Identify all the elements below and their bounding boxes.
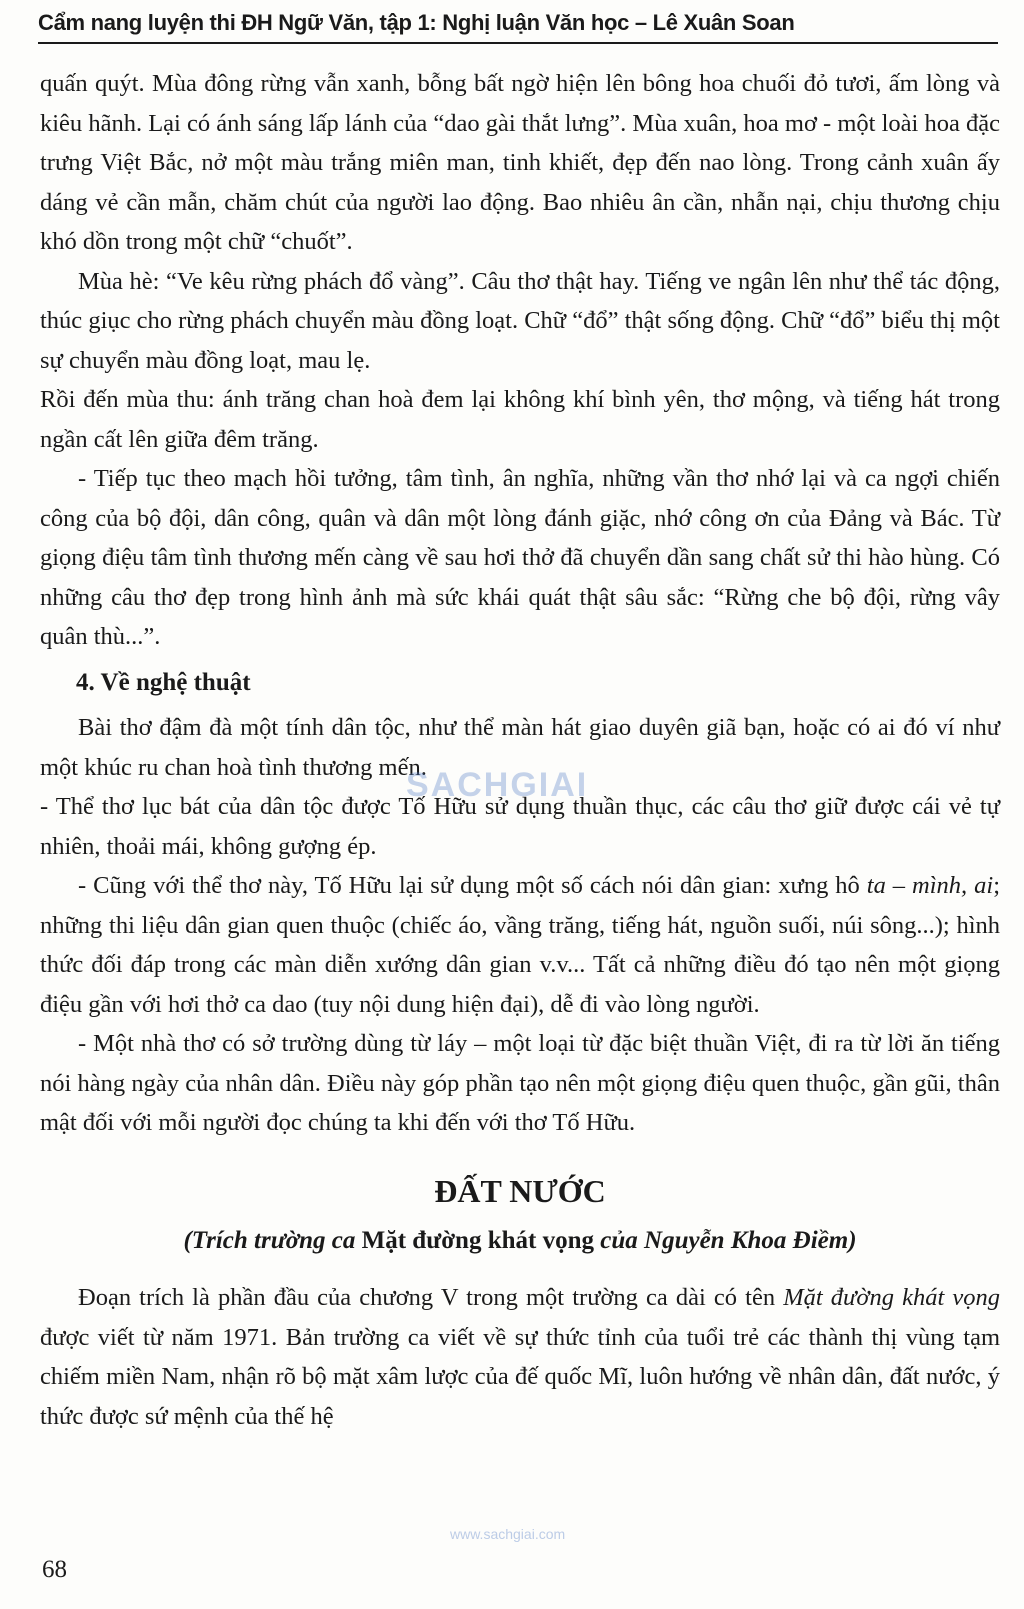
- page-number: 68: [42, 1556, 67, 1583]
- text-run: được viết từ năm 1971. Bản trường ca viết về sự thức tỉnh của tuổi trẻ các thành thị vùng tạm chiếm miền Nam, nhận rõ bộ mặt xâm lược của đế quốc Mĩ, luôn hướng về nhân dân, đất nước, ý thức được sứ mệnh của thế hệ: [40, 1323, 1000, 1430]
- paragraph: - Tiếp tục theo mạch hồi tưởng, tâm tình, ân nghĩa, những vần thơ nhớ lại và ca ngợi chiến công của bộ đội, dân công, quân và dân một lòng đánh giặc, nhớ công ơn của Đảng và Bác. Từ giọng điệu tâm tình thương mến càng về sau hơi thở đã chuyển dần sang chất sử thi hào hùng. Có những câu thơ đẹp trong hình ảnh mà sức khái quát thật sâu sắc: “Rừng che bộ đội, rừng vây quân thù...”.: [40, 465, 1000, 650]
- italic-run: của Nguyễn Khoa Điềm): [594, 1226, 857, 1254]
- italic-run: Mặt đường khát vọng: [783, 1284, 1000, 1311]
- paragraph: quấn quýt. Mùa đông rừng vẫn xanh, bỗng bất ngờ hiện lên bông hoa chuối đỏ tươi, ấm lòng và kiêu hãnh. Lại có ánh sáng lấp lánh của “dao gài thắt lưng”. Mùa xuân, hoa mơ - một loài hoa đặc trưng Việt Bắc, nở một màu trắng miên man, tinh khiết, đẹp đến nao lòng. Trong cảnh xuân ấy dáng vẻ cần mẫn, chăm chút của người lao động. Bao nhiêu ân cần, nhẫn nại, chịu thương chịu khó dồn trong một chữ “chuốt”.: [40, 70, 1000, 255]
- italic-run: ta – mình, ai: [866, 872, 994, 899]
- watermark-logo: SACHGIAI: [406, 766, 589, 804]
- text-run: Mặt đường khát vọng: [361, 1226, 595, 1254]
- section-title: ĐẤT NƯỚC: [434, 1172, 606, 1209]
- watermark-url: www.sachgiai.com: [450, 1526, 566, 1542]
- paragraph: - Thể thơ lục bát của dân tộc được Tố Hữu sử dụng thuần thục, các câu thơ giữ được cái vẻ tự nhiên, thoải mái, không gượng ép.: [40, 793, 1000, 860]
- paragraph: [40, 866, 1000, 1024]
- text-run: - Cũng với thể thơ này, Tố Hữu lại sử dụng một số cách nói dân gian: xưng hô: [78, 872, 867, 899]
- paragraph: Mùa hè: “Ve kêu rừng phách đổ vàng”. Câu thơ thật hay. Tiếng ve ngân lên như thể tác động, thúc giục cho rừng phách chuyển màu đồng loạt. Chữ “đổ” thật sống động. Chữ “đổ” biểu thị một sự chuyển màu đồng loạt, mau lẹ.: [40, 267, 1000, 374]
- italic-run: (Trích trường ca: [183, 1226, 362, 1254]
- running-header: Cẩm nang luyện thi ĐH Ngữ Văn, tập 1: Nghị luận Văn học – Lê Xuân Soan: [38, 10, 998, 44]
- paragraph: [40, 1278, 1000, 1436]
- section-subtitle: [40, 1221, 1000, 1261]
- text-run: ; những thi liệu dân gian quen thuộc (chiếc áo, vầng trăng, tiếng hát, nguồn suối, núi sông...); hình thức đối đáp trong các màn diễn xướng dân gian v.v... Tất cả những điều đó tạo nên một giọng điệu gần với hơi thở ca dao (tuy nội dung hiện đại), dễ đi vào lòng người.: [40, 872, 1000, 1018]
- page-body: [40, 64, 1000, 1436]
- paragraph: - Một nhà thơ có sở trường dùng từ láy – một loại từ đặc biệt thuần Việt, đi ra từ lời ăn tiếng nói hàng ngày của nhân dân. Điều này góp phần tạo nên một giọng điệu quen thuộc, gần gũi, thân mật đối với mỗi người đọc chúng ta khi đến với thơ Tố Hữu.: [40, 1030, 1000, 1136]
- text-run: Đoạn trích là phần đầu của chương V trong một trường ca dài có tên: [78, 1284, 784, 1311]
- paragraph: Bài thơ đậm đà một tính dân tộc, như thể màn hát giao duyên giã bạn, hoặc có ai đó ví như một khúc ru chan hoà tình thương mến.: [40, 714, 1000, 781]
- section-heading: 4. Về nghệ thuật: [76, 668, 251, 696]
- paragraph: Rồi đến mùa thu: ánh trăng chan hoà đem lại không khí bình yên, thơ mộng, và tiếng hát trong ngần cất lên giữa đêm trăng.: [40, 386, 1000, 453]
